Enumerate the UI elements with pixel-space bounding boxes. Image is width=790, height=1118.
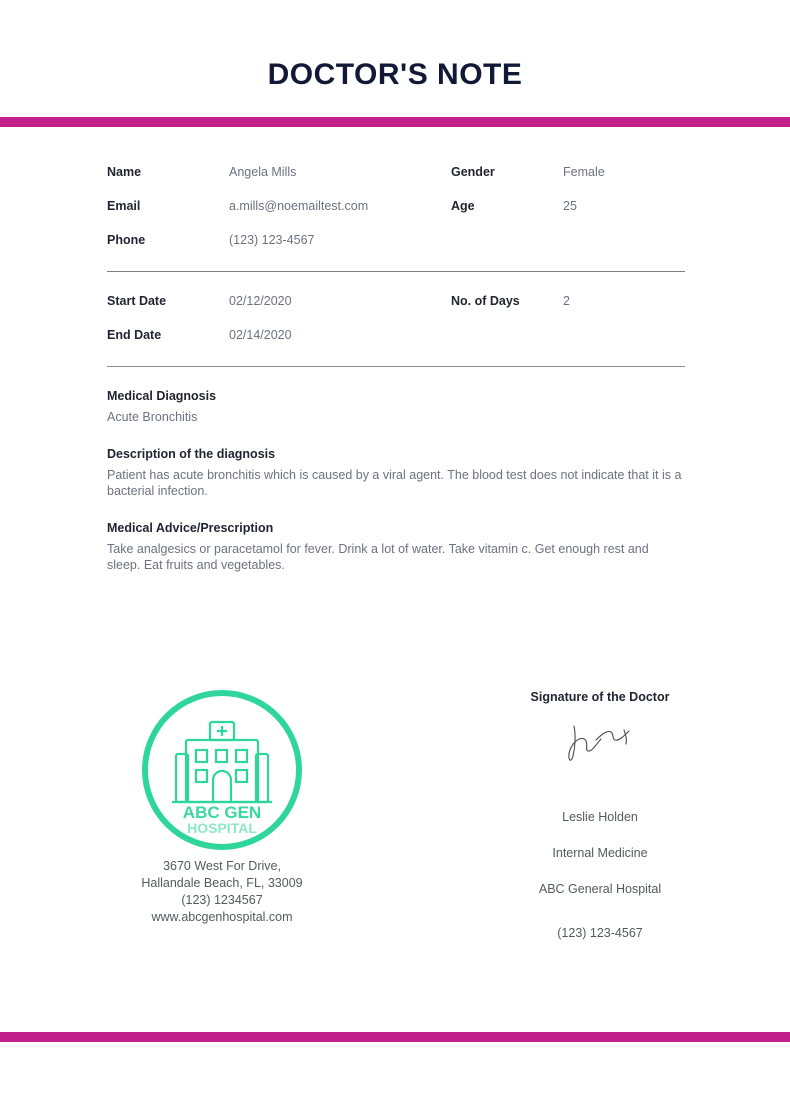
doctor-phone: (123) 123-4567 xyxy=(557,926,643,940)
signature-heading: Signature of the Doctor xyxy=(530,690,670,704)
name-value: Angela Mills xyxy=(229,165,297,179)
doctor-name: Leslie Holden xyxy=(562,810,638,824)
end-date-label: End Date xyxy=(107,328,162,342)
diagnosis-value: Acute Bronchitis xyxy=(107,410,198,424)
description-text: Patient has acute bronchitis which is caused by a viral agent. The blood test does not indicate that it is a bacterial infection. xyxy=(107,468,682,498)
clinic-address-line2: Hallandale Beach, FL, 33009 xyxy=(141,876,303,890)
patient-info-grid xyxy=(107,155,685,257)
divider-bottom xyxy=(107,366,685,367)
footer-area xyxy=(0,670,790,1010)
advice-heading: Medical Advice/Prescription xyxy=(107,521,274,535)
days-value: 2 xyxy=(563,294,570,308)
age-label: Age xyxy=(451,199,475,213)
phone-label: Phone xyxy=(107,233,146,247)
signature-block xyxy=(455,690,745,940)
clinic-logo-block xyxy=(107,690,337,926)
doctor-hospital: ABC General Hospital xyxy=(538,882,662,896)
email-label: Email xyxy=(107,199,141,213)
hospital-logo-icon xyxy=(142,690,302,850)
hospital-building-icon xyxy=(142,690,302,850)
advice-text: Take analgesics or paracetamol for fever. Drink a lot of water. Take vitamin c. Get enough rest and sleep. Eat fruits and vegetables. xyxy=(107,542,649,572)
phone-value: (123) 123-4567 xyxy=(229,233,315,247)
clinic-address xyxy=(107,858,337,926)
description-heading: Description of the diagnosis xyxy=(107,447,276,461)
email-value: a.mills@noemailtest.com xyxy=(229,199,369,213)
document-content xyxy=(107,155,685,573)
diagnosis-section xyxy=(107,389,685,425)
bottom-accent-bar xyxy=(0,1032,790,1042)
doctor-specialty: Internal Medicine xyxy=(552,846,648,860)
days-label: No. of Days xyxy=(451,294,520,308)
gender-value: Female xyxy=(563,165,605,179)
description-section xyxy=(107,447,685,499)
diagnosis-heading: Medical Diagnosis xyxy=(107,389,217,403)
clinic-website: www.abcgenhospital.com xyxy=(151,910,293,924)
start-date-value: 02/12/2020 xyxy=(229,294,292,308)
name-label: Name xyxy=(107,165,142,179)
gender-label: Gender xyxy=(451,165,495,179)
end-date-value: 02/14/2020 xyxy=(229,328,292,342)
advice-section xyxy=(107,521,685,573)
svg-text:ABC GEN: ABC GEN xyxy=(182,803,262,822)
dates-grid xyxy=(107,284,685,352)
signature-icon xyxy=(540,710,660,780)
clinic-phone: (123) 1234567 xyxy=(181,893,263,907)
svg-text:HOSPITAL: HOSPITAL xyxy=(187,820,257,836)
age-value: 25 xyxy=(563,199,577,213)
start-date-label: Start Date xyxy=(107,294,167,308)
page-title: DOCTOR'S NOTE xyxy=(267,58,523,91)
clinic-address-line1: 3670 West For Drive, xyxy=(163,859,281,873)
top-accent-bar xyxy=(0,117,790,127)
divider-top xyxy=(107,271,685,272)
